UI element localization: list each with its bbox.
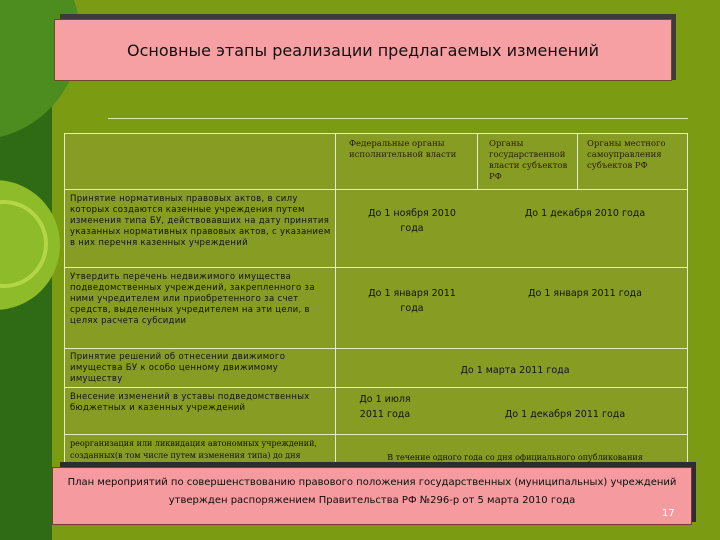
footer-note: План мероприятий по совершенствованию правового положения государственных (муниципальных) учреждений утвержден распоряжением Правительства РФ №296-р от 5 марта 2010 года	[67, 477, 677, 506]
row-divider	[65, 267, 687, 268]
row-label: Принятие нормативных правовых актов, в силу которых создаются казенные учреждения путем изменения типа БУ, действовавших на дату принятия указанных нормативных правовых актов, с указанием в них перечня казенных учреждений	[70, 194, 331, 248]
divider-line	[108, 118, 688, 119]
row-date-regional-local: До 1 декабря 2010 года	[524, 208, 646, 219]
column-divider	[477, 134, 478, 189]
row-date-regional-local: До 1 января 2011 года	[528, 288, 642, 299]
row-divider	[65, 434, 687, 435]
header-local: Органы местного самоуправления субъектов РФ	[587, 139, 666, 171]
row-date-all: До 1 марта 2011 года	[460, 365, 570, 376]
row-divider	[65, 387, 687, 388]
row-label: Утвердить перечень недвижимого имущества подведомственных учреждений, закрепленного за ними учредителем или приобретенного за счет средств, выделенных учредителем на эти цели, в целях расчета субсидии	[70, 272, 315, 326]
row-label: реорганизация или ликвидация автономных учреждений, созданных(в том числе путем изменения типа) до дня	[70, 439, 317, 460]
row-date-regional-local: До 1 декабря 2011 года	[504, 409, 626, 420]
row-label: Принятие решений об отнесении движимого имущества БУ к особо ценному движимому имуществу	[70, 352, 286, 384]
row-date-federal: До 1 июля 2011 года	[359, 394, 411, 420]
page-number: 17	[662, 508, 675, 519]
slide-title: Основные этапы реализации предлагаемых изменений	[127, 40, 599, 60]
header-regional: Органы государственной власти субъектов РФ	[489, 139, 568, 182]
row-date-federal: До 1 ноября 2010 года	[368, 208, 456, 234]
header-federal: Федеральные органы исполнительной власти	[349, 139, 457, 160]
stages-table	[64, 133, 688, 470]
column-divider	[335, 134, 336, 471]
row-divider	[65, 348, 687, 349]
title-box	[54, 19, 672, 81]
row-label: Внесение изменений в уставы подведомственных бюджетных и казенных учреждений	[70, 392, 310, 413]
row-divider	[65, 189, 687, 190]
row-date-federal: До 1 января 2011 года	[368, 288, 456, 314]
column-divider	[577, 134, 578, 189]
footer-box	[52, 467, 692, 525]
row-date-all: В течение одного года со дня официального опубликования	[387, 453, 643, 462]
